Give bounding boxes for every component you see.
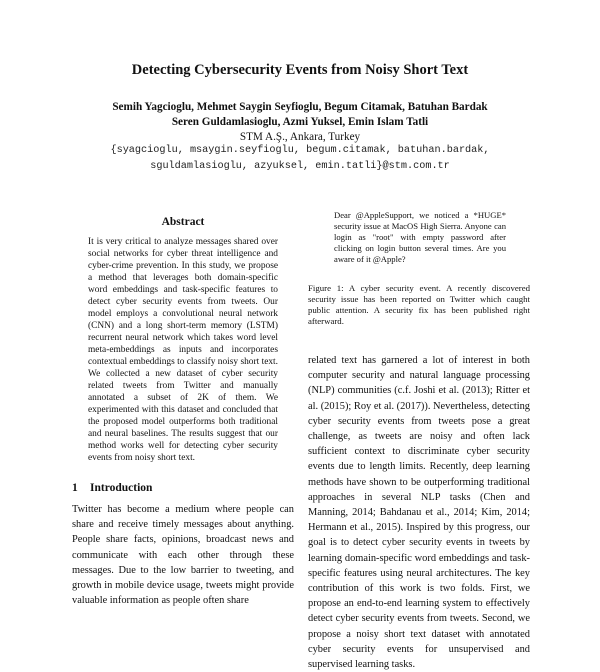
affiliation: STM A.Ş., Ankara, Turkey xyxy=(239,131,361,143)
authors-line-1: Semih Yagcioglu, Mehmet Saygin Seyfioglu, Begum Citamak, Batuhan Bardak xyxy=(112,101,488,113)
email-line-1: {syagcioglu, msaygin.seyfioglu, begum.citamak, batuhan.bardak, xyxy=(110,145,490,156)
right-column-text: related text has garnered a lot of interest in both computer security and natural language processing (NLP) communities (c.f. Joshi et al. (2013); Ritter et al. (2015); Roy et al. (2017)). Nevertheless, detecting cyber security events from tweets pose a great challenge, as tweets are noisy and often lack sufficient context to discriminate cyber security events due to length limits. Recently, deep learning methods have shown to be outperforming traditional approaches in several NLP tasks (Chen and Manning, 2014; Bahdanau et al., 2014; Kim, 2014; Hermann et al., 2015). Inspired by this progress, our goal is to detect cyber security events in tweets by learning domain-specific word embeddings and task-specific features using neural architectures. The key contribution of this work is two folds. First, we propose an end-to-end learning system to effectively detect cyber security events from tweets. Second, we propose a noisy short text dataset with annotated cyber security events for unsupervised and supervised learning tasks. xyxy=(308,355,530,671)
abstract-heading: Abstract xyxy=(161,216,205,228)
abstract-text: It is very critical to analyze messages shared over social networks for cyber threat intelligence and cyber-crime prevention. In this study, we propose a method that leverages both domain-specific word embeddings and task-specific features to detect cyber security events from tweets. Our model employs a convolutional neural network (CNN) and a long short-term memory (LSTM) recurrent neural network which takes word level meta-embeddings as inputs and incorporates contextual embeddings to classify noisy short text. We collected a new dataset of cyber security related tweets from Twitter and manually annotated a subset of 2K of them. We experimented with this dataset and concluded that the proposed model outperforms both traditional and neural baselines. The results suggest that our method works well for detecting cyber security events from noisy short text. xyxy=(88,237,278,463)
figure-caption: Figure 1: A cyber security event. A recently discovered security issue has been reported on Twitter which caught public attention. A security fix has been published right afterward. xyxy=(308,283,530,326)
authors-line-2: Seren Guldamlasioglu, Azmi Yuksel, Emin Islam Tatli xyxy=(171,116,429,128)
introduction-text: Twitter has become a medium where people can share and receive timely messages about anything. People share facts, opinions, broadcast news and communicate with each other through these messages. Due to the low barrier to tweeting, and growth in mobile device usage, tweets might provide valuable information as people often share xyxy=(72,504,294,607)
email-block xyxy=(0,143,600,175)
author-block xyxy=(0,100,600,145)
left-column xyxy=(72,216,294,608)
section-title: Introduction xyxy=(90,482,153,494)
paper-title: Detecting Cybersecurity Events from Noisy Short Text xyxy=(131,62,469,78)
introduction-heading xyxy=(72,482,294,494)
right-column xyxy=(308,210,530,672)
section-number: 1 xyxy=(72,482,78,494)
email-line-2: sguldamlasioglu, azyuksel, emin.tatli}@stm.com.tr xyxy=(150,161,450,172)
figure-tweet: Dear @AppleSupport, we noticed a *HUGE* security issue at MacOS High Sierra. Anyone can login as "root" with empty password after clicking on login button several times. Are you aware of it @Apple? xyxy=(334,210,506,264)
